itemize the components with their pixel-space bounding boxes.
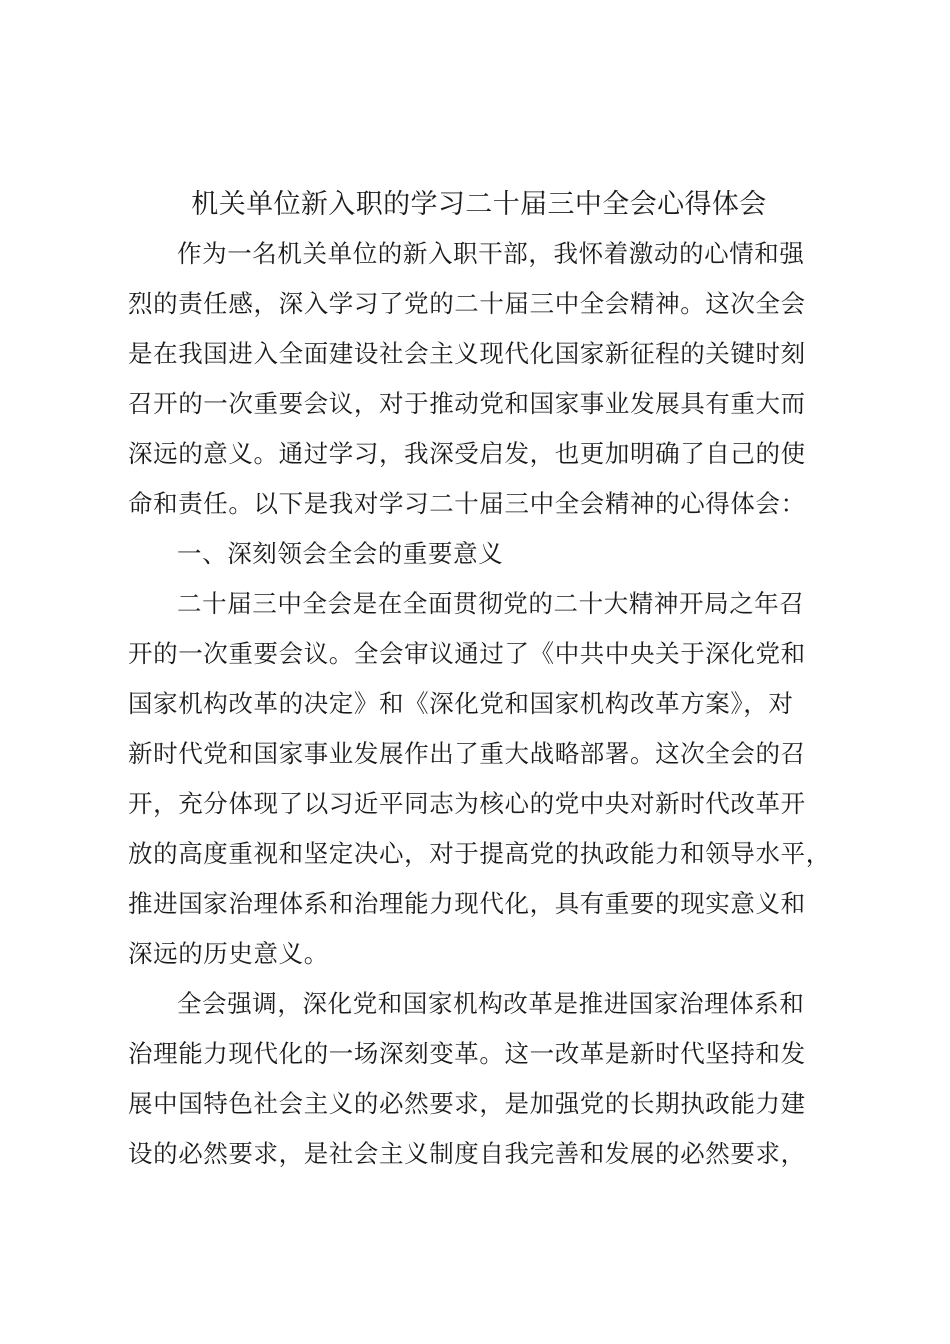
paragraph-line: 二十届三中全会是在全面贯彻党的二十大精神开局之年召 xyxy=(177,589,805,618)
paragraph-line: 召开的一次重要会议，对于推动党和国家事业发展具有重大而 xyxy=(128,389,806,418)
paragraph-line: 设的必然要求，是社会主义制度自我完善和发展的必然要求， xyxy=(128,1139,806,1168)
paragraph-line: 命和责任。以下是我对学习二十届三中全会精神的心得体会： xyxy=(128,489,806,518)
paragraph-line: 全会强调，深化党和国家机构改革是推进国家治理体系和 xyxy=(177,989,805,1018)
paragraph-line: 开的一次重要会议。全会审议通过了《中共中央关于深化党和 xyxy=(128,639,806,668)
paragraph-line: 深远的历史意义。 xyxy=(128,939,329,968)
paragraph-line: 是在我国进入全面建设社会主义现代化国家新征程的关键时刻 xyxy=(128,339,806,368)
paragraph-line: 烈的责任感，深入学习了党的二十届三中全会精神。这次全会 xyxy=(128,289,806,318)
paragraph-line: 治理能力现代化的一场深刻变革。这一改革是新时代坚持和发 xyxy=(128,1039,806,1068)
paragraph-line: 推进国家治理体系和治理能力现代化，具有重要的现实意义和 xyxy=(128,889,806,918)
paragraph-line: 新时代党和国家事业发展作出了重大战略部署。这次全会的召 xyxy=(128,739,806,768)
paragraph-line: 深远的意义。通过学习，我深受启发，也更加明确了自己的使 xyxy=(128,439,806,468)
paragraph-line: 放的高度重视和坚定决心，对于提高党的执政能力和领导水平， xyxy=(128,839,831,868)
paragraph-line: 作为一名机关单位的新入职干部，我怀着激动的心情和强 xyxy=(177,239,805,268)
paragraph-line: 开，充分体现了以习近平同志为核心的党中央对新时代改革开 xyxy=(128,789,806,818)
paragraph-line: 展中国特色社会主义的必然要求，是加强党的长期执政能力建 xyxy=(128,1089,806,1118)
document-title: 机关单位新入职的学习二十届三中全会心得体会 xyxy=(191,189,767,220)
paragraph-line: 国家机构改革的决定》和《深化党和国家机构改革方案》，对 xyxy=(128,689,794,718)
section-heading: 一、深刻领会全会的重要意义 xyxy=(177,539,504,568)
